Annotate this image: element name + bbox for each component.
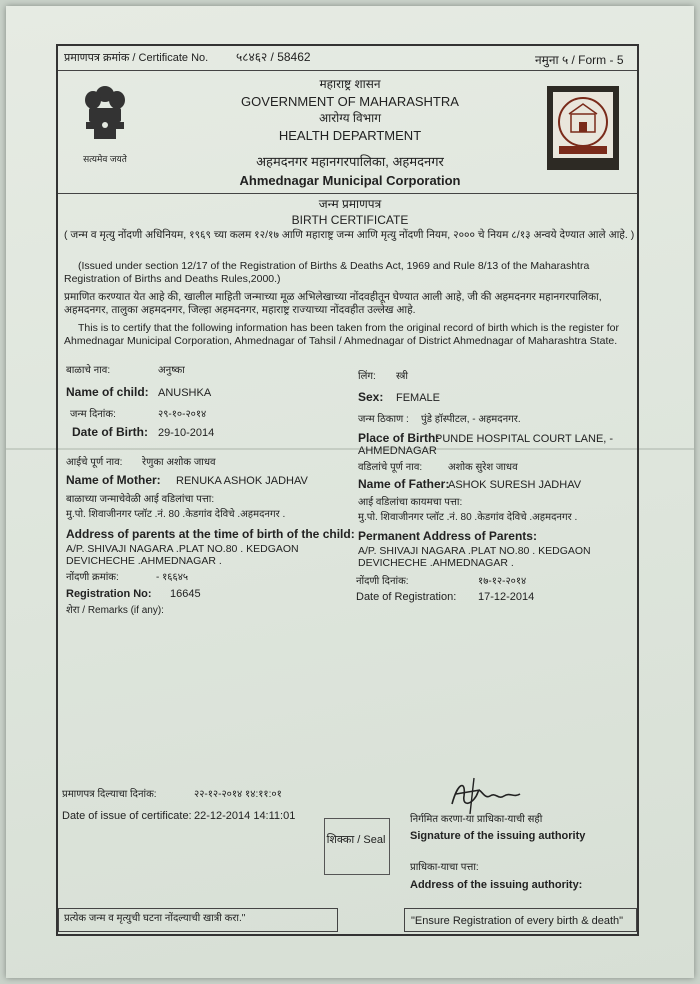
reg-no-value: 16645 <box>170 588 201 600</box>
child-name-label-mr: बाळाचे नाव: <box>66 365 111 376</box>
reg-no-label-mr: नोंदणी क्रमांक: <box>66 572 119 583</box>
issued-under-marathi: ( जन्म व मृत्यु नोंदणी अधिनियम, १९६९ च्या कलम १२/१७ आणि महाराष्ट्र जन्म आणि मृत्यु नोंदणी नियम, २००० चे नियम ८/१३ अन्वये देण्यात आले आहे. ) <box>64 229 635 241</box>
divider <box>58 70 637 71</box>
reg-no-value-mr: - १६६४५ <box>156 572 189 583</box>
issue-date-label-mr: प्रमाणपत्र दिल्याचा दिनांक: <box>62 789 157 800</box>
corporation-marathi: अहमदनगर महानगरपालिका, अहमदनगर <box>256 154 444 169</box>
issue-date-label: Date of issue of certificate: <box>62 810 192 822</box>
emblem-caption: सत्यमेव जयते <box>83 154 127 164</box>
title-english: BIRTH CERTIFICATE <box>291 213 409 227</box>
seal-label: शिक्का / Seal <box>326 834 386 846</box>
state-english: GOVERNMENT OF MAHARASHTRA <box>241 94 459 109</box>
department-marathi: आरोग्य विभाग <box>318 111 382 125</box>
signature-icon <box>444 774 524 818</box>
perm-address-value-mr: मु.पो. शिवाजीनगर प्लॉट .नं. 80 .केडगांव देविचे .अहमदनगर . <box>358 512 578 523</box>
department-english: HEALTH DEPARTMENT <box>278 128 422 143</box>
perm-address-label-mr: आई वडिलांचा कायमचा पत्ता: <box>358 497 463 508</box>
title-marathi: जन्म प्रमाणपत्र <box>318 197 382 211</box>
issued-under-english: (Issued under section 12/17 of the Registration of Births & Deaths Act, 1969 and Rule 8/13 of the Maharashtra Registration of Births and Deaths Rules,2000.) <box>64 260 590 285</box>
dob-label-mr: जन्म दिनांक: <box>70 409 116 420</box>
child-name-value: ANUSHKA <box>158 387 212 399</box>
certify-marathi: प्रमाणित करण्यात येत आहे की, खालील माहिती जन्माच्या मूळ अभिलेखाच्या नोंदवहीतून घेण्यात आली आहे, जी की अहमदनगर महानगरपालिका, अहमदनगर, तालुका अहमदनगर, जिल्हा अहमदनगर, महाराष्ट्र राज्याच्या नोंदवहीत उल्लेख आहे. <box>64 291 602 316</box>
issue-date-value-mr: २२-१२-२०१४ १४:११:०१ <box>194 789 282 800</box>
signature-label-mr: निर्गमित करणा-या प्राधिका-याची सही <box>410 814 543 825</box>
birth-address-value: A/P. SHIVAJI NAGARA .PLAT NO.80 . KEDGAON DEVICHECHE .AHMEDNAGAR . <box>66 543 299 567</box>
sex-label: Sex: <box>358 390 384 404</box>
dob-value-mr: २९-१०-२०१४ <box>158 409 207 420</box>
dob-label: Date of Birth: <box>72 425 148 439</box>
remarks-label: शेरा / Remarks (if any): <box>66 605 164 616</box>
authority-address-label: Address of the issuing authority: <box>410 879 583 891</box>
sex-label-mr: लिंग: <box>358 371 376 382</box>
corporation-english: Ahmednagar Municipal Corporation <box>239 173 461 188</box>
father-value: ASHOK SURESH JADHAV <box>448 479 582 491</box>
birth-address-label-mr: बाळाच्या जन्माचेवेळी आई वडिलांचा पत्ता: <box>66 494 215 505</box>
pob-label: Place of Birth: <box>358 431 440 445</box>
child-name-label: Name of child: <box>66 385 149 399</box>
state-marathi: महाराष्ट्र शासन <box>319 77 381 91</box>
mother-label: Name of Mother: <box>66 473 161 487</box>
sex-value: FEMALE <box>396 392 441 404</box>
reg-date-value: 17-12-2014 <box>478 591 535 603</box>
mother-value: RENUKA ASHOK JADHAV <box>176 475 308 487</box>
perm-address-value: A/P. SHIVAJI NAGARA .PLAT NO.80 . KEDGAON DEVICHECHE .AHMEDNAGAR . <box>358 545 591 569</box>
issue-date-value: 22-12-2014 14:11:01 <box>194 810 296 822</box>
certify-english: This is to certify that the following information has been taken from the original record of birth which is the register for Ahmednagar Municipal Corporation, Ahmednagar of Tahsil / Ahmednagar of District Ahmednagar of Maharashtra State. <box>64 322 620 347</box>
perm-address-label: Permanent Address of Parents: <box>358 529 537 543</box>
footer-english: "Ensure Registration of every birth & death" <box>411 915 624 927</box>
footer-marathi: प्रत्येक जन्म व मृत्युची घटना नोंदल्याची खात्री करा." <box>64 913 246 924</box>
signature-label: Signature of the issuing authority <box>410 830 586 842</box>
father-label-mr: वडिलांचे पूर्ण नाव: <box>358 462 423 473</box>
authority-address-label-mr: प्राधिका-याचा पत्ता: <box>410 862 479 873</box>
reg-date-label-mr: नोंदणी दिनांक: <box>356 576 409 587</box>
father-label: Name of Father: <box>358 477 450 491</box>
mother-label-mr: आईचे पूर्ण नाव: <box>66 457 123 468</box>
reg-date-label: Date of Registration: <box>356 591 457 603</box>
form-number: नमुना ५ / Form - 5 <box>535 53 624 67</box>
certificate-no-value: ५८४६२ / 58462 <box>236 50 311 64</box>
mother-value-mr: रेणुका अशोक जाधव <box>142 457 216 468</box>
pob-value-mr: पुंडे हॉस्पीटल, - अहमदनगर. <box>421 414 521 425</box>
pob-label-mr: जन्म ठिकाण : <box>358 414 409 425</box>
divider <box>58 193 637 194</box>
certificate-no-label: प्रमाणपत्र क्रमांक / Certificate No. <box>64 52 209 64</box>
child-name-value-mr: अनुष्का <box>158 365 185 376</box>
dob-value: 29-10-2014 <box>158 427 215 439</box>
pob-value: PUNDE HOSPITAL COURT LANE, - AHMEDNAGAR <box>358 433 614 458</box>
reg-no-label: Registration No: <box>66 588 152 600</box>
birth-address-label: Address of parents at the time of birth of the child: <box>66 527 355 541</box>
birth-address-value-mr: मु.पो. शिवाजीनगर प्लॉट .नं. 80 .केडगांव देविचे .अहमदनगर . <box>66 509 286 520</box>
reg-date-value-mr: १७-१२-२०१४ <box>478 576 527 587</box>
father-value-mr: अशोक सुरेश जाधव <box>448 462 518 473</box>
sex-value-mr: स्त्री <box>396 371 408 382</box>
